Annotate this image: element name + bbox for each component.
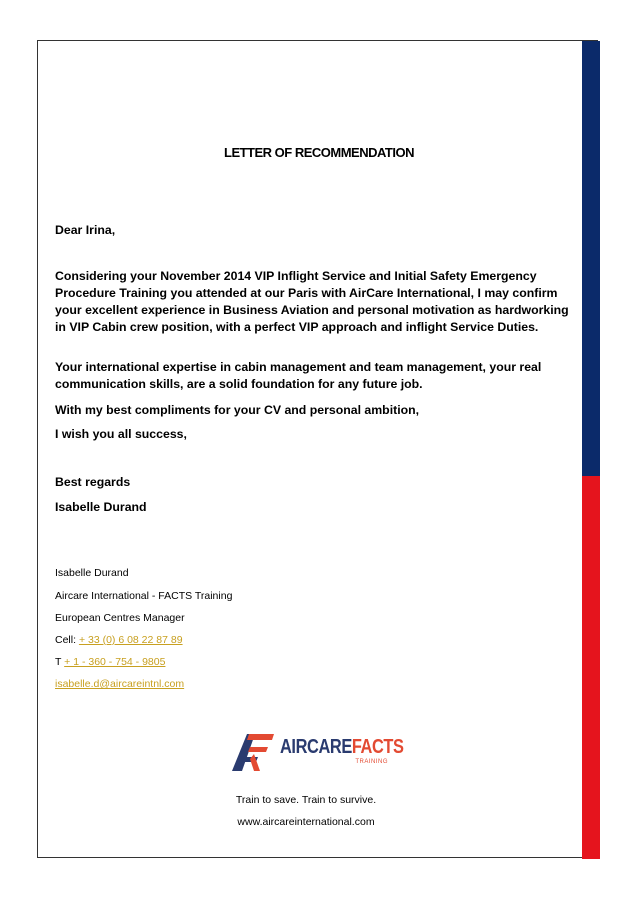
- aircarefacts-logo: [232, 731, 431, 771]
- signature-role: European Centres Manager: [55, 612, 185, 624]
- logo-facts: FACTS: [351, 736, 404, 758]
- paragraph-2: Your international expertise in cabin management and team management, your real communication skills, are a solid foundation for any future job.: [55, 360, 542, 391]
- signature-cell: [55, 634, 183, 647]
- side-band-blue: [582, 41, 600, 476]
- cell-label: Cell:: [55, 634, 79, 646]
- closing: Best regards: [55, 475, 131, 489]
- closing-name: Isabelle Durand: [55, 500, 147, 514]
- signature-name: Isabelle Durand: [55, 567, 129, 579]
- af-logo-icon: [232, 731, 274, 771]
- paragraph-3: With my best compliments for your CV and personal ambition,: [55, 403, 420, 417]
- paragraph-4: I wish you all success,: [55, 427, 187, 441]
- phone-link[interactable]: + 1 - 360 - 754 - 9805: [64, 656, 166, 668]
- greeting: Dear Irina,: [55, 223, 116, 237]
- logo-wordmark: [280, 737, 404, 757]
- paragraph-1: Considering your November 2014 VIP Inflight Service and Initial Safety Emergency Procedure Training you attended at our Paris with AirCare International, I may confirm your excellent experience in Business Aviation and personal motivation as hardworking in VIP Cabin crew position, with a perfect VIP approach and inflight Service Duties.: [55, 269, 569, 334]
- signature-company: Aircare International - FACTS Training: [55, 590, 233, 602]
- cell-phone-link[interactable]: + 33 (0) 6 08 22 87 89: [78, 634, 183, 646]
- letter-title: LETTER OF RECOMMENDATION: [224, 145, 414, 160]
- signature-email: [55, 678, 184, 691]
- email-link[interactable]: isabelle.d@aircareintnl.com: [55, 678, 185, 690]
- phone-label: T: [55, 656, 65, 668]
- footer-website: www.aircareinternational.com: [237, 816, 375, 828]
- logo-aircare: AIRCARE: [280, 736, 352, 758]
- footer-tagline: Train to save. Train to survive.: [235, 794, 377, 806]
- signature-phone: [55, 656, 165, 669]
- logo-training: TRAINING: [355, 759, 388, 765]
